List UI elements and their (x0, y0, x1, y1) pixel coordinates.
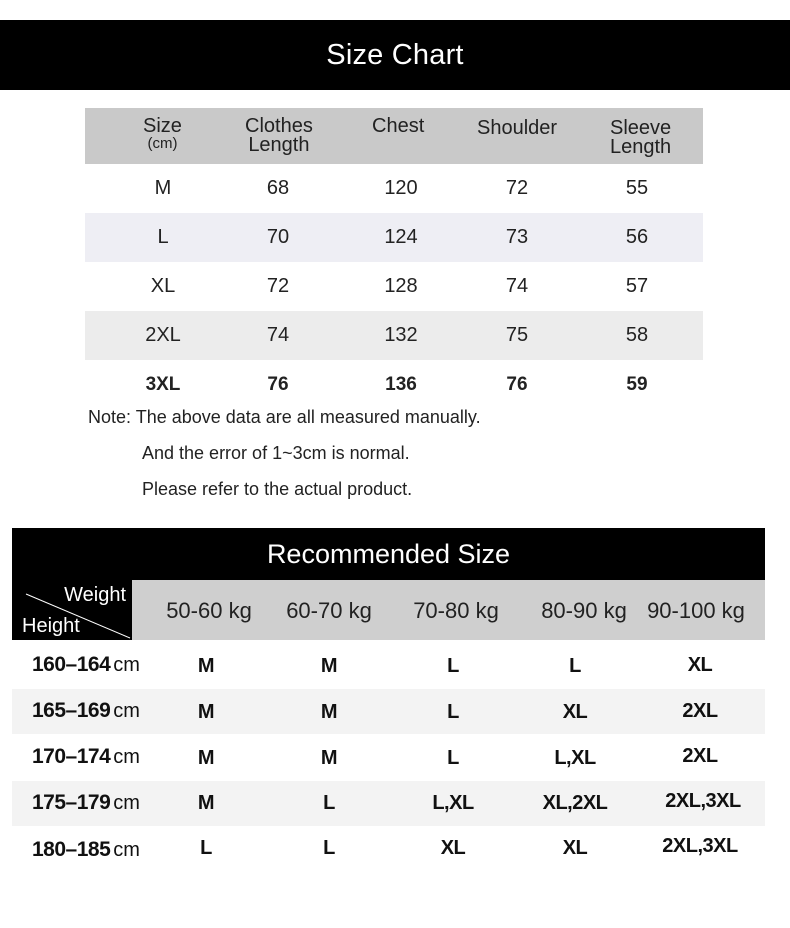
note-line-3: Please refer to the actual product. (142, 479, 413, 499)
size-cell: M (320, 747, 338, 769)
header-shoulder: Shoulder (477, 117, 558, 139)
header-chest: Chest (372, 115, 425, 137)
size-cell: 2XL (682, 700, 718, 722)
table-row: 3XL 76 136 76 59 (145, 373, 648, 395)
note-line-1: Note: The above data are all measured manually. (88, 407, 481, 427)
size-cell: L,XL (432, 792, 474, 814)
size-cell: L (569, 655, 581, 677)
table-row: L 70 124 73 56 (85, 213, 703, 262)
size-cell: M (320, 701, 338, 723)
size-cell: XL (562, 837, 588, 859)
size-cell: M (197, 701, 215, 723)
height-cell: 180–185 cm (32, 838, 140, 861)
height-cell: 170–174 cm (32, 745, 140, 768)
size-cell: L (323, 837, 335, 859)
weight-column-header: 90-100 kg (647, 598, 745, 623)
size-cell: 2XL,3XL (665, 790, 741, 812)
weight-column-header: 60-70 kg (286, 598, 372, 623)
size-cell: M (197, 792, 215, 814)
size-chart-header (85, 108, 703, 164)
header-clothes-length: Clothes Length (245, 115, 313, 156)
size-cell: M (197, 655, 215, 677)
size-cell: XL (440, 837, 466, 859)
table-row: M 68 120 72 55 (154, 177, 649, 199)
size-cell: L,XL (554, 747, 596, 769)
note-line-2: And the error of 1~3cm is normal. (142, 443, 410, 463)
height-cell: 165–169 cm (32, 699, 140, 722)
size-cell: M (197, 747, 215, 769)
size-chart-table (85, 108, 703, 409)
weight-column-header: 70-80 kg (413, 598, 499, 623)
height-cell: 160–164 cm (32, 653, 140, 676)
height-cell: 175–179 cm (32, 791, 140, 814)
size-cell: XL (687, 654, 713, 676)
header-size: Size (cm) (143, 115, 182, 152)
size-cell: L (200, 837, 212, 859)
recommended-size-banner (12, 528, 765, 580)
recommended-row (12, 735, 765, 780)
table-row: XL 72 128 74 57 (150, 275, 649, 297)
recommended-row (12, 643, 765, 688)
weight-height-corner (12, 580, 132, 640)
corner-height-label: Height (22, 615, 80, 637)
size-cell: 2XL,3XL (662, 835, 738, 857)
size-cell: L (447, 701, 459, 723)
size-cell: 2XL (682, 745, 718, 767)
weight-column-header: 50-60 kg (166, 598, 252, 623)
corner-weight-label: Weight (64, 584, 126, 606)
recommended-size-title: Recommended Size (266, 538, 511, 569)
header-sleeve-length: Sleeve Length (610, 117, 672, 158)
size-chart-banner (0, 20, 790, 90)
weight-column-header: 80-90 kg (541, 598, 627, 623)
size-cell: M (320, 655, 338, 677)
recommended-row (12, 781, 765, 826)
size-cell: XL,2XL (542, 792, 608, 814)
size-cell: XL (562, 701, 588, 723)
recommended-row (12, 826, 765, 871)
size-cell: L (323, 792, 335, 814)
recommended-row (12, 689, 765, 734)
size-cell: L (447, 747, 459, 769)
table-row: 2XL 74 132 75 58 (85, 311, 703, 360)
size-chart-title: Size Chart (326, 38, 464, 71)
size-cell: L (447, 655, 459, 677)
